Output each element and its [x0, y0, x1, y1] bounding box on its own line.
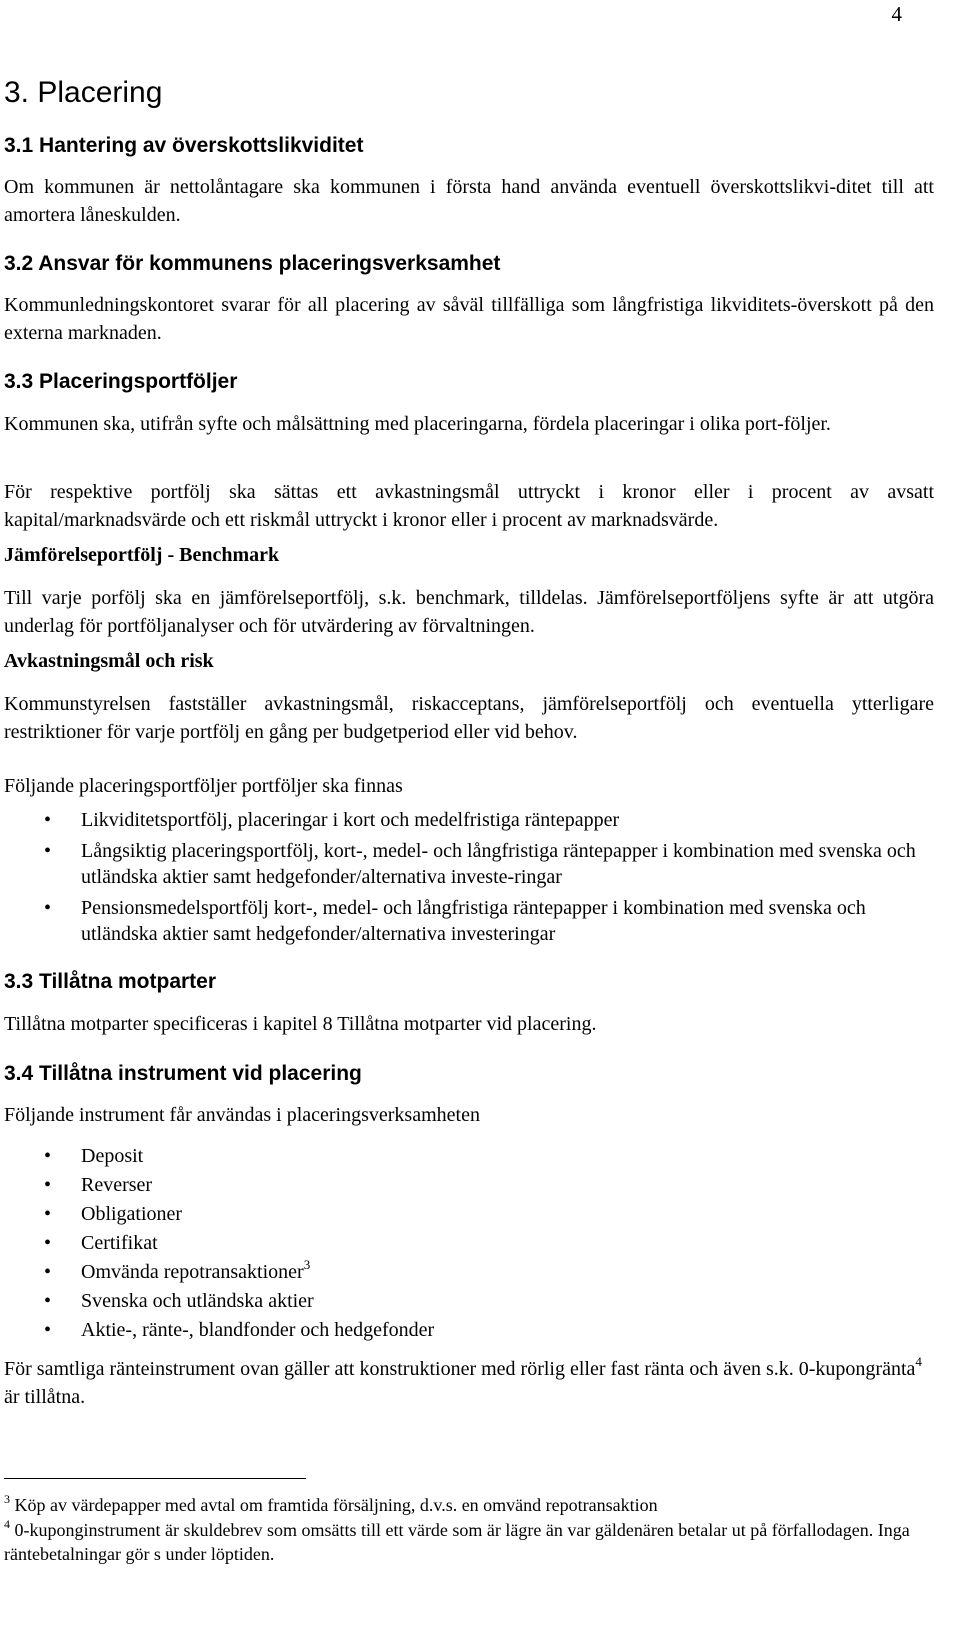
footnote-3 — [4, 1493, 934, 1517]
risk-body: Kommunstyrelsen fastställer avkastningsmål, riskacceptans, jämförelseportfölj och eventuella ytterligare restriktioner för varje portfölj en gång per budgetperiod eller vid behov. — [4, 693, 934, 743]
section-3-3-body-2: För respektive portfölj ska sättas ett avkastningsmål uttryckt i kronor eller i procent av avsatt kapital/marknadsvärde och ett riskmål uttryckt i kronor eller i procent av marknadsvärde. — [4, 481, 934, 531]
list-item-text: Deposit — [81, 1145, 144, 1167]
section-heading-3-3: 3.3 Placeringsportföljer — [4, 370, 238, 393]
chapter-title: 3. Placering — [4, 76, 163, 109]
list-item-text: Likviditetsportfölj, placeringar i kort och medelfristiga räntepapper — [81, 809, 620, 831]
portfolio-list — [4, 807, 934, 947]
footnote-text: 0-kuponginstrument är skuldebrev som omsätts till ett värde som är lägre än var gäldenären betalar ut på förfallodagen. Inga räntebetalningar gör s under löptiden. — [4, 1520, 910, 1564]
bullet-icon: • — [44, 1290, 52, 1312]
footnote-text: Köp av värdepapper med avtal om framtida försäljning, d.v.s. en omvänd repotransaktion — [10, 1495, 658, 1515]
motparter-body: Tillåtna motparter specificeras i kapitel 8 Tillåtna motparter vid placering. — [4, 1013, 597, 1035]
section-heading-3-3-motparter: 3.3 Tillåtna motparter — [4, 970, 217, 993]
closing-text-1: För samtliga ränteinstrument ovan gäller att konstruktioner med rörlig eller fast ränta och även s.k. 0-kupongränta — [4, 1358, 916, 1380]
section-heading-3-4: 3.4 Tillåtna instrument vid placering — [4, 1062, 362, 1085]
list-item — [4, 895, 934, 947]
section-3-1-body: Om kommunen är nettolåntagare ska kommunen i första hand använda eventuell överskottslikvi-ditet till att amortera låneskulden. — [4, 176, 934, 226]
footnote-mark: 3 — [4, 1492, 10, 1506]
list-item-text: Aktie-, ränte-, blandfonder och hedgefonder — [81, 1319, 435, 1341]
section-3-3-body-1: Kommunen ska, utifrån syfte och målsättning med placeringarna, fördela placeringar i olika port-följer. — [4, 413, 831, 435]
bullet-icon: • — [44, 897, 52, 919]
list-item — [4, 807, 934, 833]
benchmark-heading: Jämförelseportfölj - Benchmark — [4, 544, 280, 566]
list-item — [4, 838, 934, 890]
list-item — [4, 1172, 934, 1198]
list-item — [4, 1201, 934, 1227]
footnote-ref-4: 4 — [915, 1354, 922, 1369]
bullet-icon: • — [44, 1319, 52, 1341]
list-item-text: Certifikat — [81, 1232, 158, 1254]
portfolio-list-intro: Följande placeringsportföljer portföljer ska finnas — [4, 775, 403, 797]
section-3-2-body: Kommunledningskontoret svarar för all placering av såväl tillfälliga som långfristiga likviditets-överskott på den externa marknaden. — [4, 294, 934, 344]
list-item-text: Långsiktig placeringsportfölj, kort-, medel- och långfristiga räntepapper i kombination med svenska och utländska aktier samt hedgefonder/alternativa investe-ringar — [81, 840, 916, 888]
bullet-icon: • — [44, 1232, 52, 1254]
closing-text-2: är tillåtna. — [4, 1386, 86, 1408]
risk-heading: Avkastningsmål och risk — [4, 650, 214, 672]
list-item-text: Obligationer — [81, 1203, 183, 1225]
bullet-icon: • — [44, 1174, 52, 1196]
bullet-icon: • — [44, 1145, 52, 1167]
bullet-icon: • — [44, 1261, 52, 1283]
list-item-text: Svenska och utländska aktier — [81, 1290, 314, 1312]
section-heading-3-1: 3.1 Hantering av överskottslikviditet — [4, 134, 364, 157]
list-item-text: Pensionsmedelsportfölj kort-, medel- och långfristiga räntepapper i kombination med svenska och utländska aktier samt hedgefonder/alternativa investeringar — [81, 897, 866, 945]
benchmark-body: Till varje porfölj ska en jämförelseportfölj, s.k. benchmark, tilldelas. Jämförelseportföljens syfte är att utgöra underlag för portföljanalyser och för utvärdering av förvaltningen. — [4, 587, 934, 637]
footnote-ref-3: 3 — [303, 1257, 311, 1272]
list-item — [4, 1259, 934, 1285]
instrument-list-intro: Följande instrument får användas i placeringsverksamheten — [4, 1104, 480, 1126]
list-item — [4, 1288, 934, 1314]
footnote-divider — [4, 1478, 306, 1479]
instrument-list — [4, 1143, 934, 1346]
list-item — [4, 1230, 934, 1256]
bullet-icon: • — [44, 840, 52, 862]
bullet-icon: • — [44, 809, 52, 831]
list-item-text: Reverser — [81, 1174, 153, 1196]
list-item — [4, 1317, 934, 1343]
footnote-mark: 4 — [4, 1517, 10, 1531]
footnote-4 — [4, 1518, 934, 1566]
list-item-text: Omvända repotransaktioner — [81, 1261, 304, 1283]
list-item — [4, 1143, 934, 1169]
bullet-icon: • — [44, 1203, 52, 1225]
page-number: 4 — [891, 2, 902, 26]
instrument-closing — [4, 1355, 934, 1411]
section-heading-3-2: 3.2 Ansvar för kommunens placeringsverksamhet — [4, 252, 501, 275]
